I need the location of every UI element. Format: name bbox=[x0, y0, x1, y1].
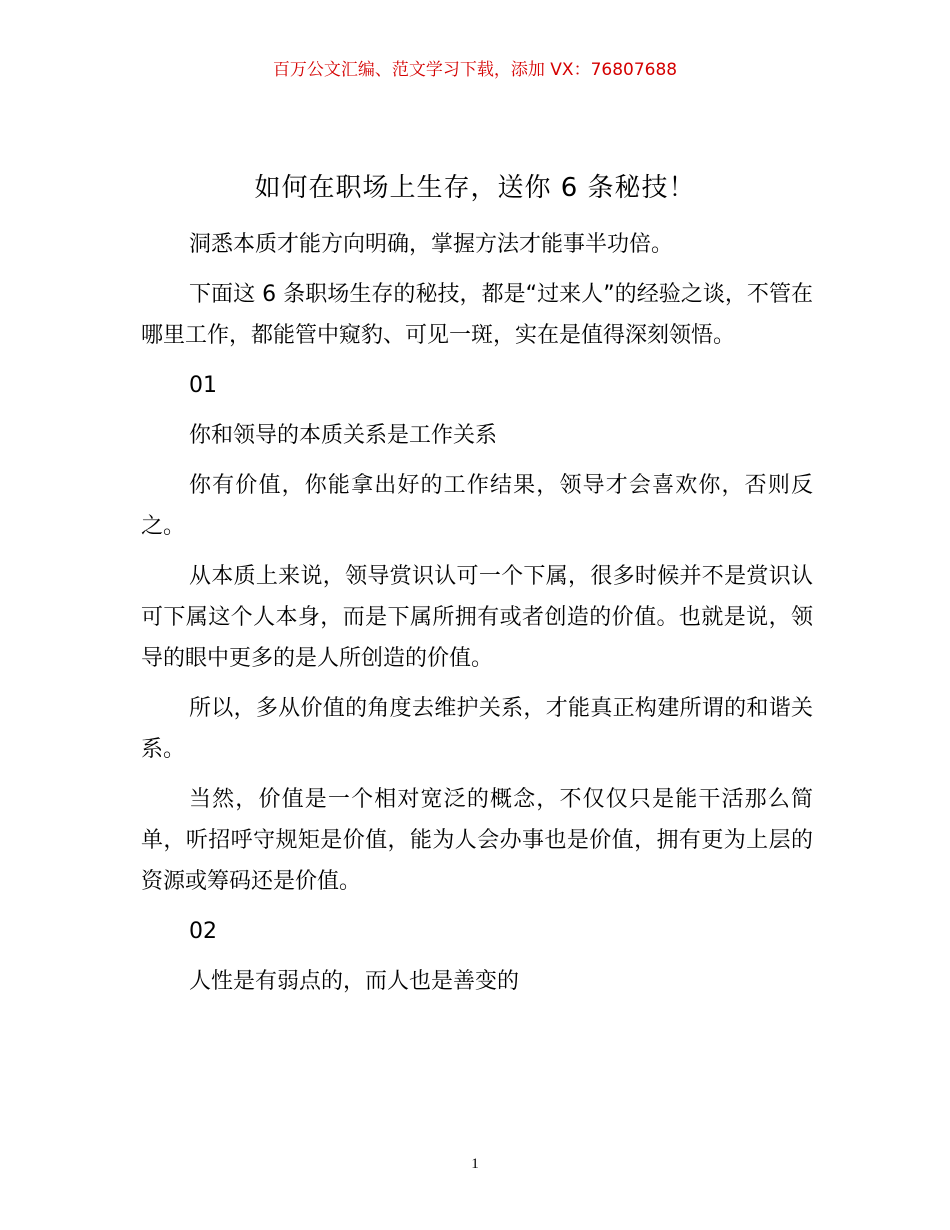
section-heading-01: 你和领导的本质关系是工作关系 bbox=[189, 423, 498, 448]
paragraph-value-concept: 当然，价值是一个相对宽泛的概念，不仅仅只是能干活那么简单，听招呼守规矩是价值，能为人会办事也是价值，拥有更为上层的资源或筹码还是价值。 bbox=[141, 787, 813, 894]
section-number-02: 02 bbox=[189, 919, 217, 944]
header-banner: 百万公文汇编、范文学习下载，添加 VX：76807688 bbox=[272, 60, 678, 80]
paragraph-essence: 从本质上来说，领导赏识认可一个下属，很多时候并不是赏识认可下属这个人本身，而是下属所拥有或者创造的价值。也就是说，领导的眼中更多的是人所创造的价值。 bbox=[141, 564, 813, 671]
paragraph-relationship: 所以，多从价值的角度去维护关系，才能真正构建所谓的和谐关系。 bbox=[141, 696, 813, 762]
paragraph-overview: 下面这 6 条职场生存的秘技，都是“过来人”的经验之谈，不管在哪里工作，都能管中窥豹、可见一斑，实在是值得深刻领悟。 bbox=[141, 282, 813, 348]
document-title: 如何在职场上生存，送你 6 条秘技！ bbox=[254, 173, 696, 203]
section-heading-02: 人性是有弱点的，而人也是善变的 bbox=[189, 969, 520, 994]
page-number: 1 bbox=[471, 1156, 479, 1172]
section-number-01: 01 bbox=[189, 373, 217, 398]
paragraph-value: 你有价值，你能拿出好的工作结果，领导才会喜欢你，否则反之。 bbox=[141, 473, 813, 539]
document-body bbox=[141, 224, 813, 1011]
paragraph-intro: 洞悉本质才能方向明确，掌握方法才能事半功倍。 bbox=[189, 232, 674, 257]
